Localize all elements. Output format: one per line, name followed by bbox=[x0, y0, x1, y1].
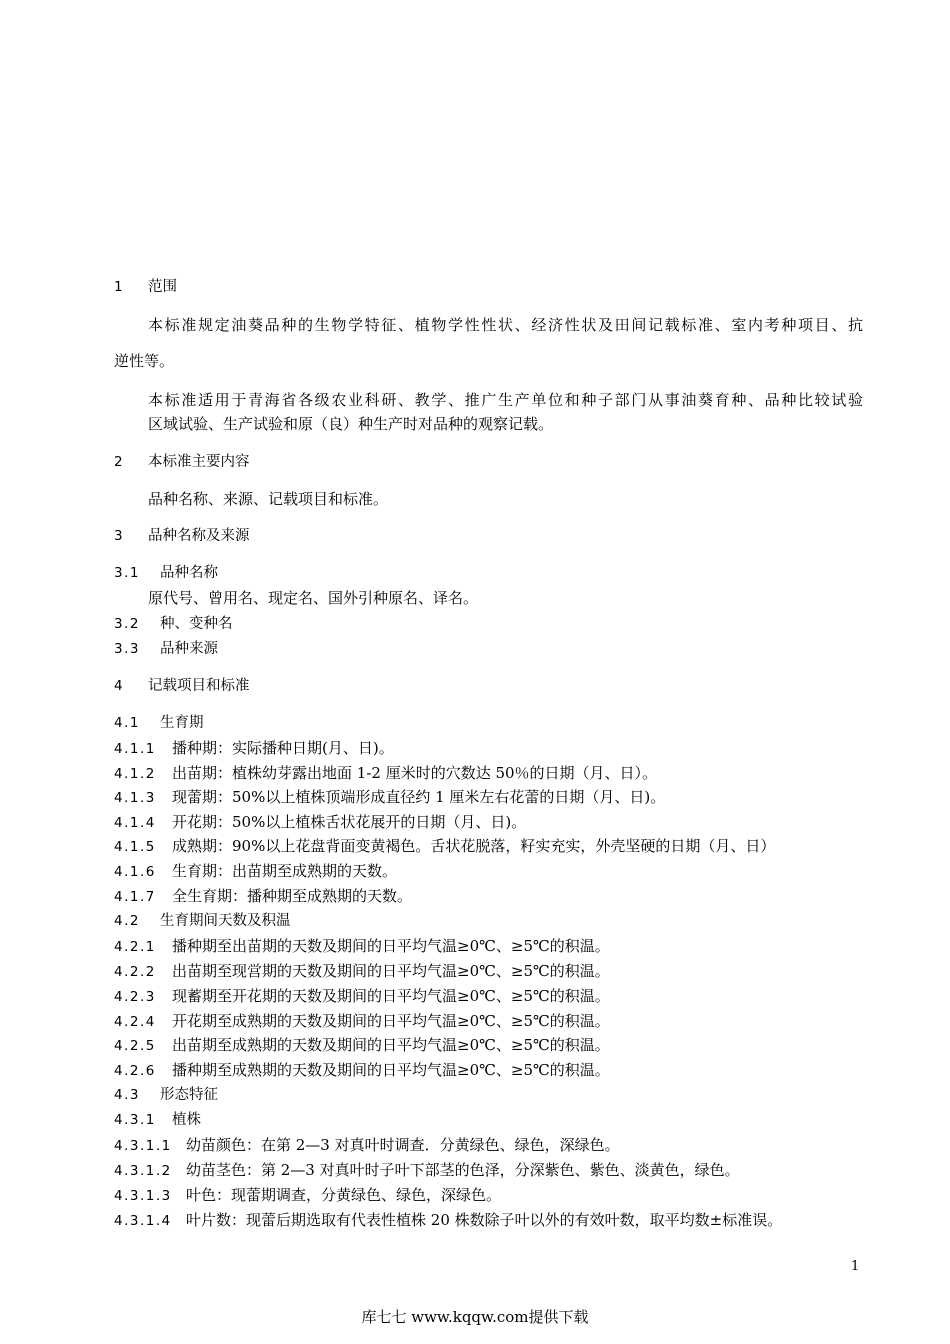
list-item-4-1-1: 4.1.1 播种期：实际播种日期(月、日)。 bbox=[114, 739, 394, 757]
list-item-4-1-6: 4.1.6 生育期：出苗期至成熟期的天数。 bbox=[114, 862, 398, 880]
list-item-4-2-5: 4.2.5 出苗期至成熟期的天数及期间的日平均气温≥0℃、≥5℃的积温。 bbox=[114, 1036, 610, 1054]
list-item-4-2-1: 4.2.1 播种期至出苗期的天数及期间的日平均气温≥0℃、≥5℃的积温。 bbox=[114, 937, 610, 955]
list-item-4-2-2: 4.2.2 出苗期至现営期的天数及期间的日平均气温≥0℃、≥5℃的积温。 bbox=[114, 962, 610, 980]
list-item-4-3-1-4: 4.3.1.4 叶片数：现蕾后期选取有代表性植株 20 株数除子叶以外的有效叶数，取平均数±标准误。 bbox=[114, 1211, 783, 1229]
list-item-4-2-6: 4.2.6 播种期至成熟期的天数及期间的日平均气温≥0℃、≥5℃的积温。 bbox=[114, 1061, 610, 1079]
page-number: 1 bbox=[851, 1259, 860, 1274]
footer-source-text: 库七七 www.kqqw.com提供下载 bbox=[361, 1308, 589, 1326]
list-item-4-1-5: 4.1.5 成熟期：90%以上花盘背面变黄褐色。舌状花脱落，籽实充实，外壳坚硬的日期（月、日） bbox=[114, 837, 776, 855]
list-item-4-3-1-1: 4.3.1.1 幼苗颜色：在第 2—3 对真叶时调查．分黄绿色、绿色，深绿色。 bbox=[114, 1136, 620, 1154]
list-item-4-3-1-2: 4.3.1.2 幼苗茎色：第 2—3 对真叶时子叶下部茎的色泽，分深紫色、紫色、淡黄色，绿色。 bbox=[114, 1161, 740, 1179]
section-2-text: 品种名称、来源、记载项目和标准。 bbox=[148, 490, 389, 508]
list-item-4-1-4: 4.1.4 开花期：50%以上植株舌状花展开的日期（月、日)。 bbox=[114, 813, 527, 831]
list-item-4-2-4: 4.2.4 开花期至成熟期的天数及期间的日平均气温≥0℃、≥5℃的积温。 bbox=[114, 1012, 610, 1030]
section-4-3-heading: 4.3 形态特征 bbox=[114, 1087, 218, 1103]
list-item-4-3-1-3: 4.3.1.3 叶色：现蕾期调查，分黄绿色、绿色，深绿色。 bbox=[114, 1186, 502, 1204]
list-item-4-1-7: 4.1.7 全生育期：播种期至成熟期的天数。 bbox=[114, 887, 413, 905]
section-1-paragraph-2-line-2: 区域试验、生产试验和原（良）种生产时对品种的观察记载。 bbox=[148, 415, 554, 433]
section-3-1-heading: 3.1 品种名称 bbox=[114, 565, 218, 581]
section-4-3-1-heading: 4.3.1 植株 bbox=[114, 1112, 201, 1128]
list-item-4-2-3: 4.2.3 现蓄期至开花期的天数及期间的日平均气温≥0℃、≥5℃的积温。 bbox=[114, 987, 610, 1005]
list-item-4-1-2: 4.1.2 出苗期：植株幼芽露出地面 1-2 厘米时的穴数达 50％的日期（月、日）。 bbox=[114, 764, 658, 782]
section-4-2-heading: 4.2 生育期间天数及积温 bbox=[114, 913, 291, 929]
section-4-1-heading: 4.1 生育期 bbox=[114, 715, 204, 731]
section-4-heading: 4 记载项目和标准 bbox=[114, 678, 250, 694]
section-3-2-heading: 3.2 种、变种名 bbox=[114, 616, 233, 632]
section-1-paragraph-2-line-1: 本标准适用于青海省各级农业科研、教学、推广生产单位和种子部门从事油葵育种、品种比较试验 bbox=[148, 391, 863, 409]
section-1-paragraph-1-line-2: 逆性等。 bbox=[114, 352, 175, 370]
section-1-heading: 1 范围 bbox=[114, 279, 177, 295]
section-3-1-text: 原代号、曾用名、现定名、国外引种原名、译名。 bbox=[148, 589, 479, 607]
section-1-paragraph-1-line-1: 本标准规定油葵品种的生物学特征、植物学性性状、经济性状及田间记载标准、室内考种项目、抗 bbox=[148, 316, 863, 334]
section-3-heading: 3 品种名称及来源 bbox=[114, 528, 250, 544]
list-item-4-1-3: 4.1.3 现蕾期：50%以上植株顶端形成直径约 1 厘米左右花蕾的日期（月、日)。 bbox=[114, 788, 666, 806]
section-3-3-heading: 3.3 品种来源 bbox=[114, 641, 218, 657]
section-2-heading: 2 本标准主要内容 bbox=[114, 454, 250, 470]
